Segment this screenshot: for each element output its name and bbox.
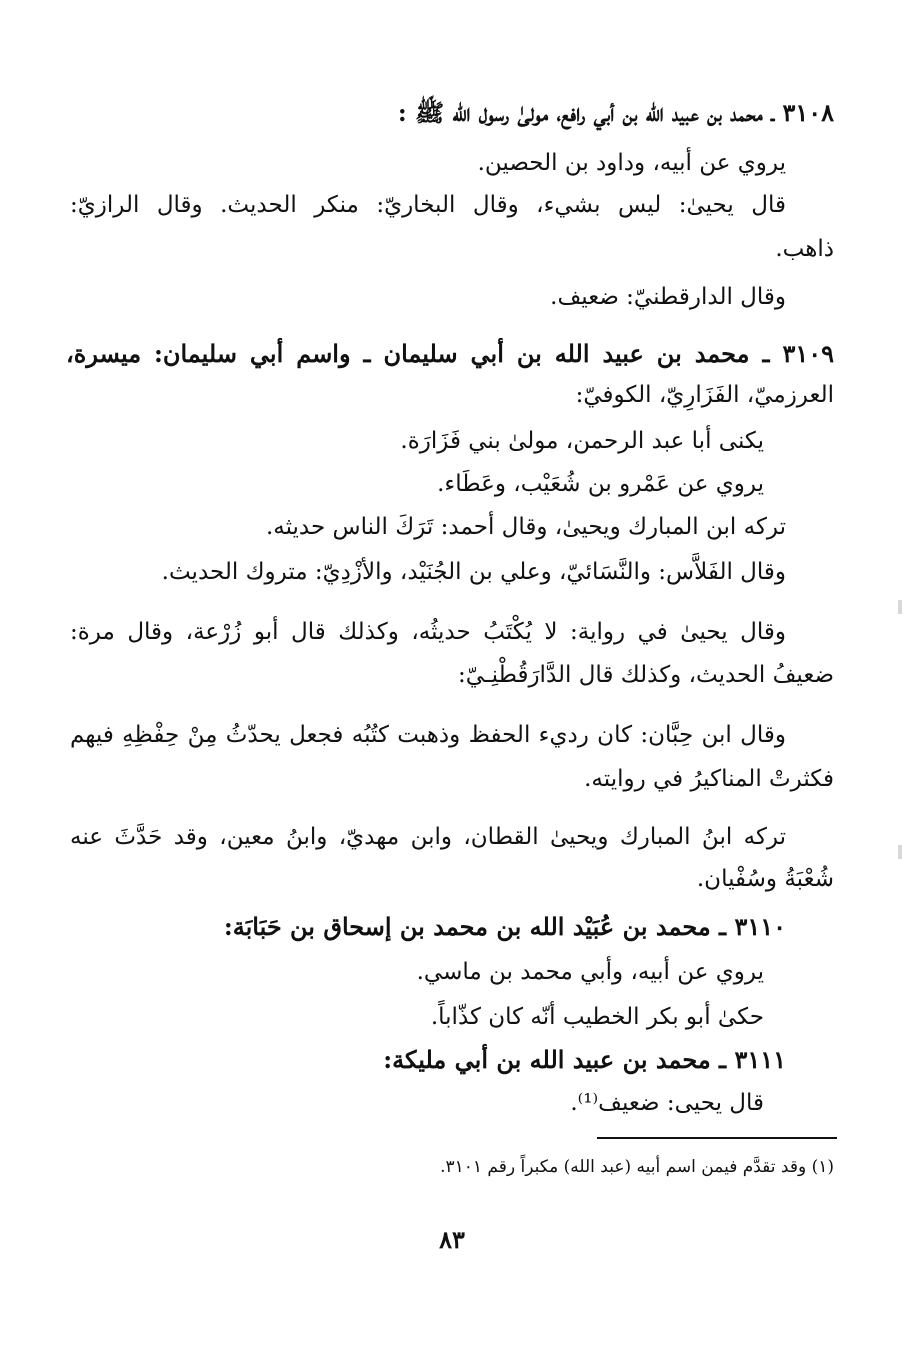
entry-3109-line: وقال يحيىٰ في رواية: لا يُكْتَبُ حديثُه، وكذلك قال أبو زُرْعة، وقال مرة:	[70, 619, 786, 645]
scan-edge-mark	[898, 845, 902, 859]
entry-3109-line: شُعْبَةُ وسُفْيان.	[696, 866, 834, 892]
entry-3109-line: وقال الفَلاَّس: والنَّسَائيّ، وعلي بن الجُنَيْد، والأزْدِيّ: متروك الحديث.	[161, 559, 786, 585]
footnote: (١) وقد تقدَّم فيمن اسم أبيه (عبد الله) مكبراً رقم ٣١٠١.	[440, 1157, 834, 1177]
entry-3110-line: يروي عن أبيه، وأبي محمد بن ماسي.	[416, 959, 764, 985]
footnote-separator	[597, 1137, 837, 1139]
entry-3109-heading: ٣١٠٩ ـ محمد بن عبيد الله بن أبي سليمان ـ واسم أبي سليمان: ميسرة،	[66, 339, 834, 368]
entry-3109-line: العرزميّ، الفَزَارِيّ، الكوفيّ:	[575, 382, 834, 408]
entry-3109-line: تركه ابن المبارك ويحيىٰ، وقال أحمد: تَرَكَ الناس حديثه.	[265, 514, 786, 540]
entry-3108-line: قال يحيىٰ: ليس بشيء، وقال البخاريّ: منكر الحديث. وقال الرازيّ:	[70, 192, 786, 218]
entry-3109-line: ضعيفُ الحديث، وكذلك قال الدَّارَقُطْنِـيّ:	[457, 662, 834, 688]
entry-3110-line: حكىٰ أبو بكر الخطيب أنّه كان كذّاباً.	[430, 1004, 764, 1030]
entry-3108-line: يروي عن أبيه، وداود بن الحصين.	[477, 150, 786, 176]
entry-3109-line: وقال ابن حِبَّان: كان رديء الحفظ وذهبت كتُبُه فجعل يحدّثُ مِنْ حِفْظِهِ فيهم	[70, 722, 786, 748]
entry-3108-line: وقال الدارقطنيّ: ضعيف.	[550, 284, 786, 310]
entry-3110-heading: ٣١١٠ ـ محمد بن عُبَيْد الله بن محمد بن إسحاق بن حَبَابَة:	[223, 912, 786, 941]
entry-3109-line: يروي عن عَمْرو بن شُعَيْب، وعَطَاء.	[437, 471, 764, 497]
entry-3109-line: فكثرتْ المناكيرُ في روايته.	[584, 766, 834, 792]
entry-3109-line: تركه ابنُ المبارك ويحيىٰ القطان، وابن مهديّ، وابنُ معين، وقد حَدَّثَ عنه	[70, 824, 786, 850]
entry-3108-line: ذاهب.	[775, 236, 834, 262]
entry-3108-heading: ٣١٠٨ ـ محمد بن عبيد الله بن أبي رافع، مولىٰ رسول الله ﷺ :	[397, 98, 834, 127]
page-number: ٨٣	[439, 1225, 465, 1254]
entry-3111-line: قال يحيى: ضعيف⁽¹⁾.	[570, 1090, 764, 1116]
scan-edge-mark	[898, 600, 902, 614]
entry-3109-line: يكنى أبا عبد الرحمن، مولىٰ بني فَزَارَة.	[400, 428, 764, 454]
entry-3111-heading: ٣١١١ ـ محمد بن عبيد الله بن أبي مليكة:	[383, 1045, 786, 1074]
